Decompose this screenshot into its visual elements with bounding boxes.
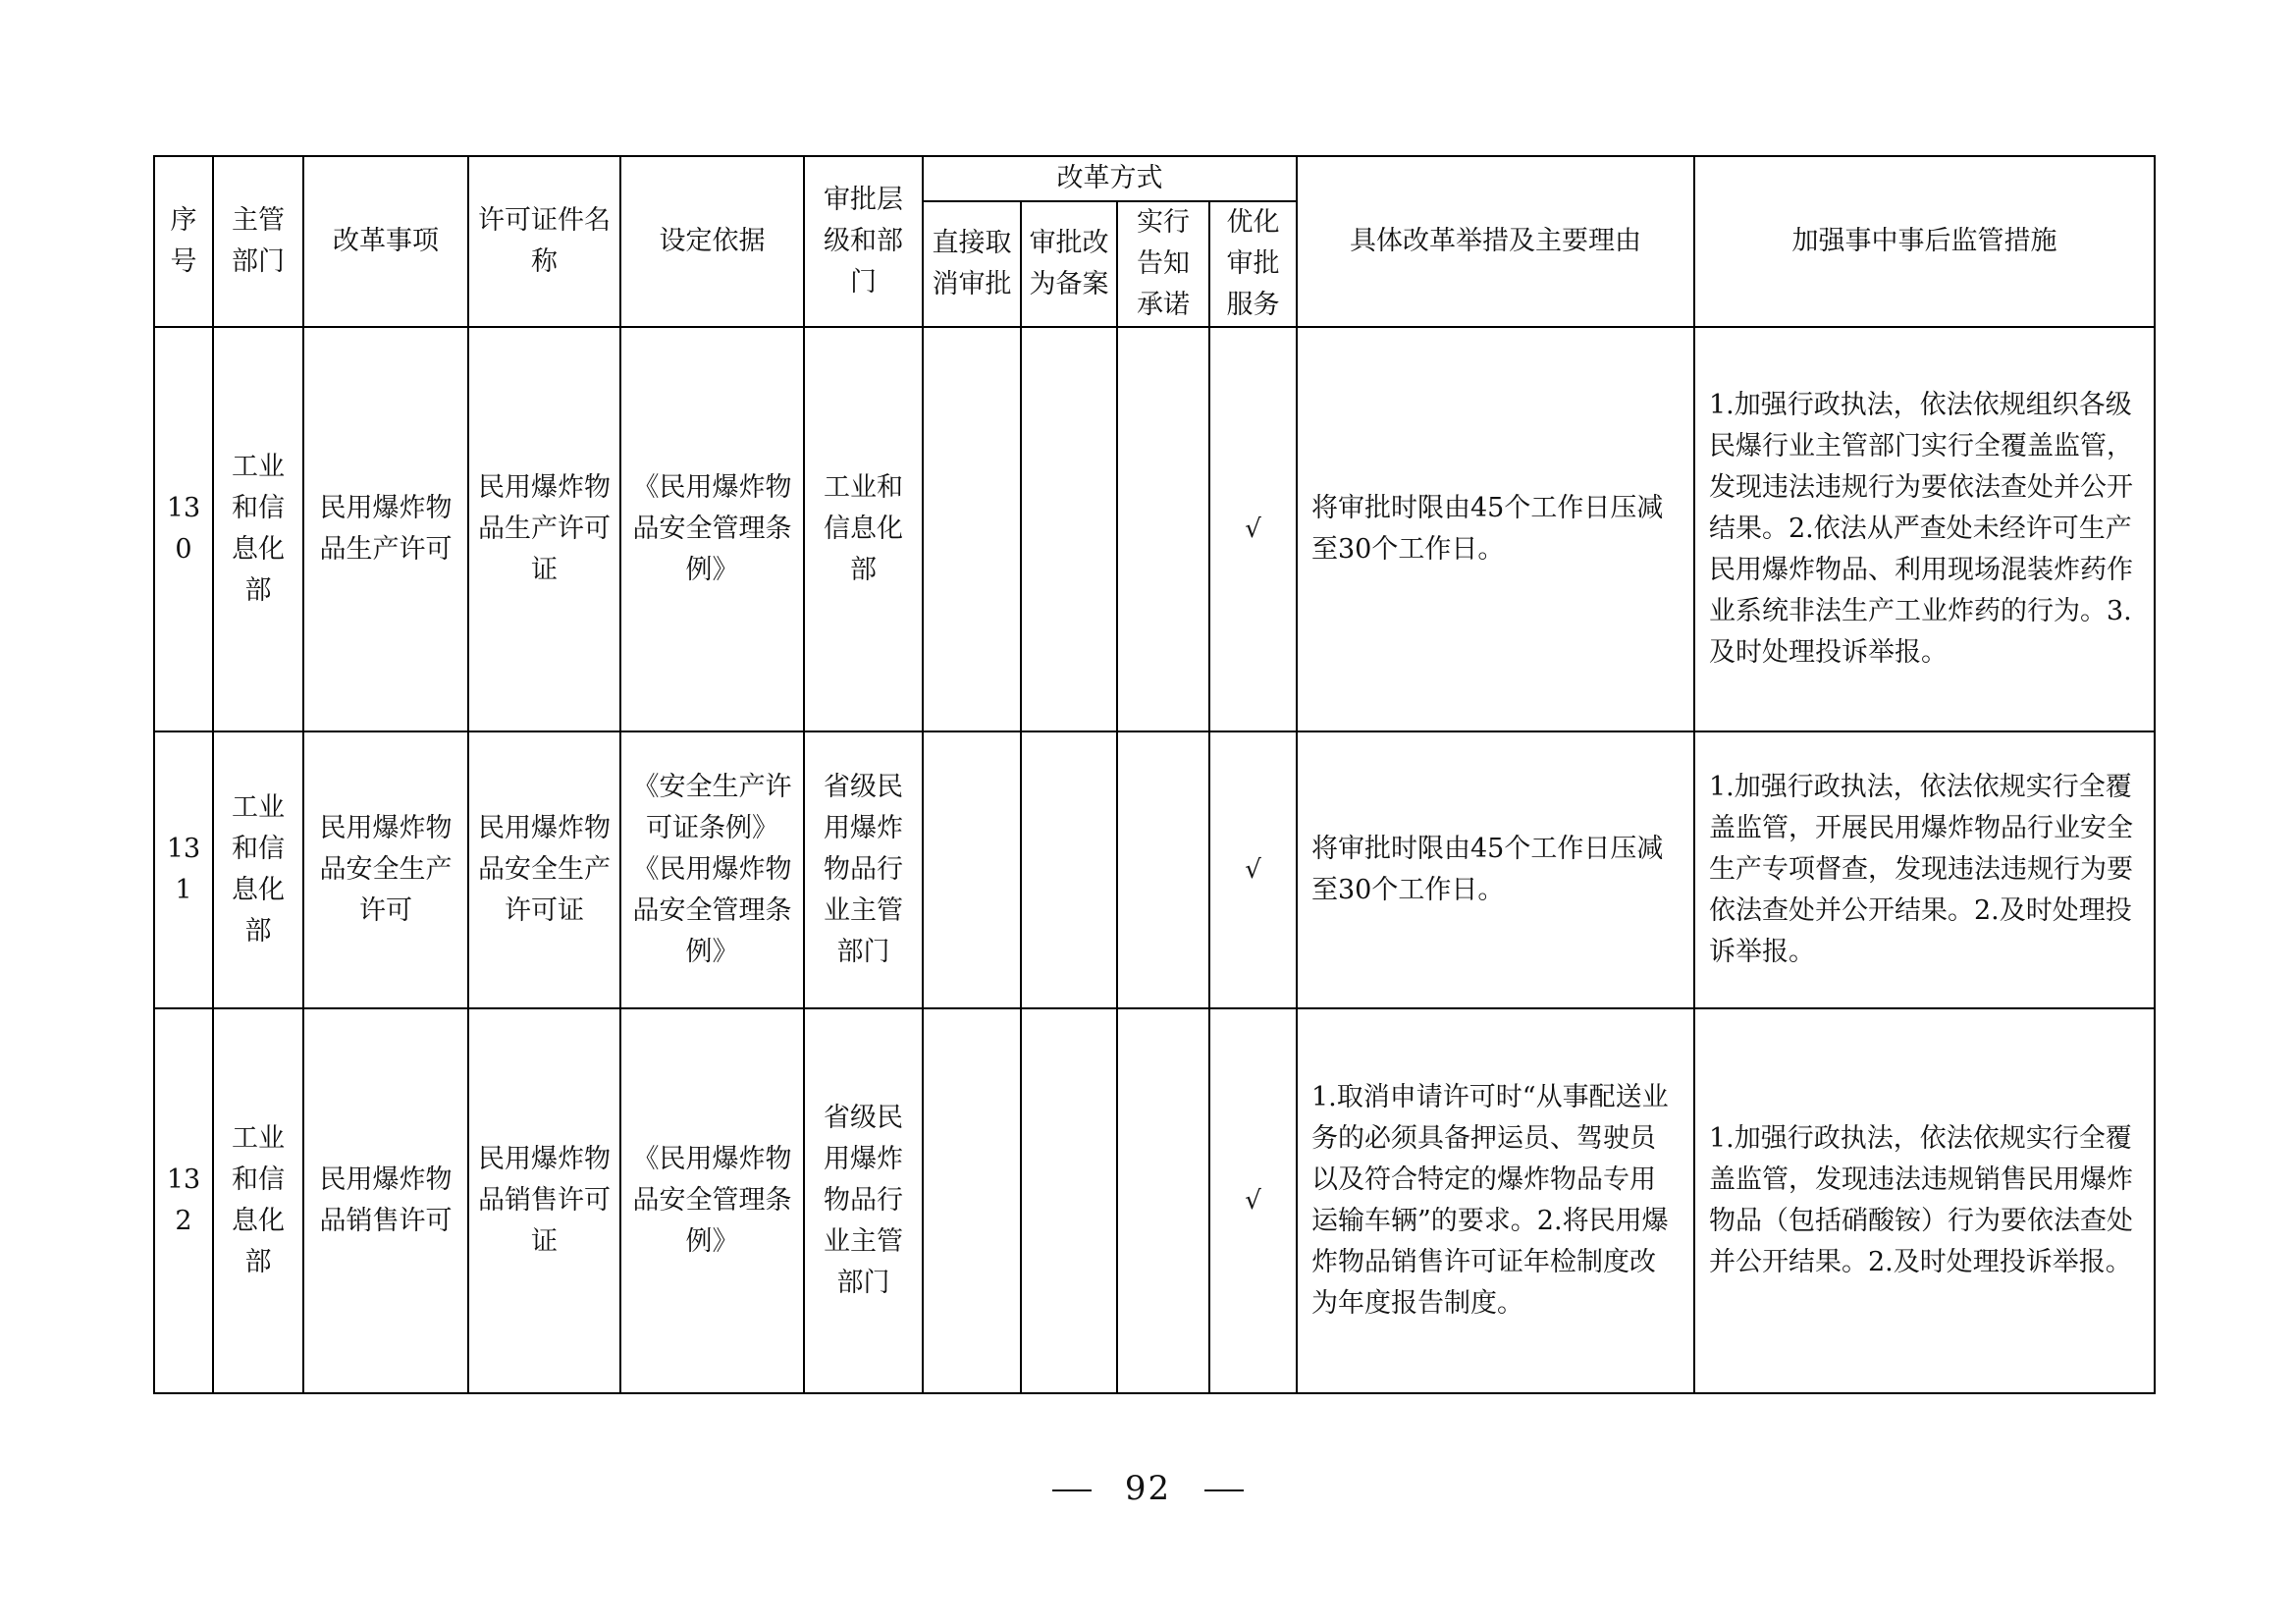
row-basis: 《民用爆炸物品安全管理条例》 xyxy=(620,1008,804,1393)
row-supervision: 1.加强行政执法，依法依规实行全覆盖监管，发现违法违规销售民用爆炸物品（包括硝酸铵）行为要依法查处并公开结果。2.及时处理投诉举报。 xyxy=(1694,1008,2155,1393)
header-supervision: 加强事中事后监管措施 xyxy=(1694,156,2155,327)
header-dept: 主管部门 xyxy=(213,156,303,327)
page-number: 92 xyxy=(1124,1469,1172,1508)
page-footer xyxy=(0,1469,2296,1508)
table-header xyxy=(154,156,2155,327)
row-method-notify xyxy=(1117,327,1209,731)
row-dept: 工业和信息化部 xyxy=(213,1008,303,1393)
row-seq: 132 xyxy=(154,1008,213,1393)
header-measures: 具体改革举措及主要理由 xyxy=(1297,156,1694,327)
header-method-group: 改革方式 xyxy=(923,156,1297,201)
row-supervision: 1.加强行政执法，依法依规组织各级民爆行业主管部门实行全覆盖监管，发现违法违规行为要依法查处并公开结果。2.依法从严查处未经许可生产民用爆炸物品、利用现场混装炸药作业系统非法生产工业炸药的行为。3.及时处理投诉举报。 xyxy=(1694,327,2155,731)
row-dept: 工业和信息化部 xyxy=(213,327,303,731)
row-basis: 《民用爆炸物品安全管理条例》 xyxy=(620,327,804,731)
row-dept: 工业和信息化部 xyxy=(213,731,303,1008)
header-method-optimize: 优化审批服务 xyxy=(1209,201,1297,327)
dash-right xyxy=(1204,1489,1244,1491)
row-cert: 民用爆炸物品生产许可证 xyxy=(468,327,620,731)
row-cert: 民用爆炸物品销售许可证 xyxy=(468,1008,620,1393)
row-seq: 130 xyxy=(154,327,213,731)
row-method-filing xyxy=(1021,731,1117,1008)
table-row xyxy=(154,327,2155,731)
row-cert: 民用爆炸物品安全生产许可证 xyxy=(468,731,620,1008)
row-method-optimize-check: √ xyxy=(1209,327,1297,731)
header-method-filing: 审批改为备案 xyxy=(1021,201,1117,327)
row-level: 省级民用爆炸物品行业主管部门 xyxy=(804,731,923,1008)
row-method-cancel xyxy=(923,731,1021,1008)
row-supervision: 1.加强行政执法，依法依规实行全覆盖监管，开展民用爆炸物品行业安全生产专项督查，发现违法违规行为要依法查处并公开结果。2.及时处理投诉举报。 xyxy=(1694,731,2155,1008)
row-measures: 将审批时限由45个工作日压减至30个工作日。 xyxy=(1297,327,1694,731)
row-method-cancel xyxy=(923,1008,1021,1393)
row-method-notify xyxy=(1117,731,1209,1008)
row-basis: 《安全生产许可证条例》《民用爆炸物品安全管理条例》 xyxy=(620,731,804,1008)
row-method-notify xyxy=(1117,1008,1209,1393)
header-method-notify: 实行告知承诺 xyxy=(1117,201,1209,327)
row-method-filing xyxy=(1021,327,1117,731)
header-level: 审批层级和部门 xyxy=(804,156,923,327)
row-item: 民用爆炸物品生产许可 xyxy=(303,327,468,731)
row-measures: 1.取消申请许可时“从事配送业务的必须具备押运员、驾驶员以及符合特定的爆炸物品专用运输车辆”的要求。2.将民用爆炸物品销售许可证年检制度改为年度报告制度。 xyxy=(1297,1008,1694,1393)
dash-left xyxy=(1052,1489,1092,1491)
row-item: 民用爆炸物品销售许可 xyxy=(303,1008,468,1393)
table-row xyxy=(154,731,2155,1008)
header-basis: 设定依据 xyxy=(620,156,804,327)
header-method-cancel: 直接取消审批 xyxy=(923,201,1021,327)
table-row xyxy=(154,1008,2155,1393)
row-seq: 131 xyxy=(154,731,213,1008)
row-method-optimize-check: √ xyxy=(1209,731,1297,1008)
header-cert: 许可证件名称 xyxy=(468,156,620,327)
row-method-filing xyxy=(1021,1008,1117,1393)
reform-table xyxy=(153,155,2156,1394)
row-level: 工业和信息化部 xyxy=(804,327,923,731)
row-measures: 将审批时限由45个工作日压减至30个工作日。 xyxy=(1297,731,1694,1008)
row-method-cancel xyxy=(923,327,1021,731)
row-level: 省级民用爆炸物品行业主管部门 xyxy=(804,1008,923,1393)
row-item: 民用爆炸物品安全生产许可 xyxy=(303,731,468,1008)
header-seq: 序号 xyxy=(154,156,213,327)
header-item: 改革事项 xyxy=(303,156,468,327)
row-method-optimize-check: √ xyxy=(1209,1008,1297,1393)
